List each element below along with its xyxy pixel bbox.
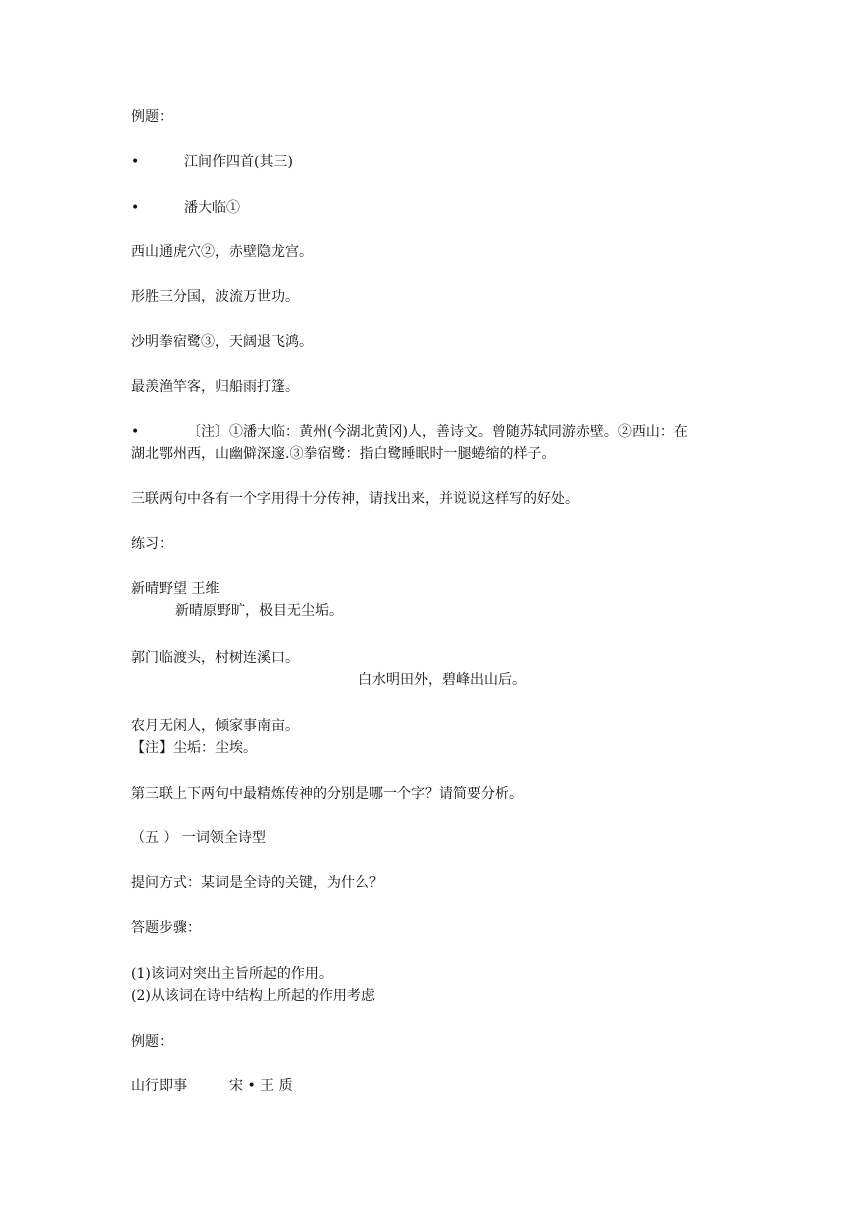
poem-line: 最羡渔竿客，归船雨打篷。: [131, 379, 299, 395]
poem-author: 宋 • 王 质: [229, 1078, 293, 1094]
poem-note: 【注】尘垢：尘埃。: [131, 740, 257, 756]
poem-author: 潘大临①: [184, 200, 240, 216]
poem-note-line: 湖北鄂州西，山幽僻深邃.③拳宿鹭：指白鹭睡眠时一腿蜷缩的样子。: [131, 446, 556, 462]
question-text: 三联两句中各有一个字用得十分传神，请找出来，并说说这样写的好处。: [131, 491, 579, 507]
poem-line: 形胜三分国，波流万世功。: [131, 289, 299, 305]
step-item: (2)从该词在诗中结构上所起的作用考虑: [131, 988, 375, 1004]
poem-title: 新晴野望 王维: [131, 581, 220, 597]
example-label: 例题：: [131, 109, 173, 125]
poem-line: 新晴原野旷，极目无尘垢。: [175, 603, 343, 619]
poem-title: 江间作四首(其三): [184, 154, 293, 170]
question-text: 第三联上下两句中最精炼传神的分别是哪一个字？请简要分析。: [131, 786, 523, 802]
poem-line: 西山通虎穴②，赤壁隐龙宫。: [131, 244, 313, 260]
poem-line: 郭门临渡头，村树连溪口。: [131, 650, 299, 666]
poem-line: 沙明拳宿鹭③，天阔退飞鸿。: [131, 334, 313, 350]
ask-method-text: 提问方式：某词是全诗的关键，为什么？: [131, 875, 383, 891]
poem-note-line: 〔注〕①潘大临：黄州(今湖北黄冈)人，善诗文。曾随苏轼同游赤壁。②西山：在: [187, 424, 688, 440]
poem-title: 山行即事: [131, 1078, 187, 1094]
practice-label: 练习：: [131, 536, 173, 552]
step-item: (1)该词对突出主旨所起的作用。: [131, 966, 333, 982]
bullet-icon: •: [131, 200, 140, 216]
section-heading: （五 ） 一词领全诗型: [131, 830, 266, 846]
example-label: 例题：: [131, 1034, 173, 1050]
steps-label: 答题步骤：: [131, 920, 201, 936]
poem-line: 白水明田外，碧峰出山后。: [358, 672, 526, 688]
poem-line: 农月无闲人，倾家事南亩。: [131, 718, 299, 734]
bullet-icon: •: [131, 424, 140, 440]
bullet-icon: •: [131, 154, 140, 170]
